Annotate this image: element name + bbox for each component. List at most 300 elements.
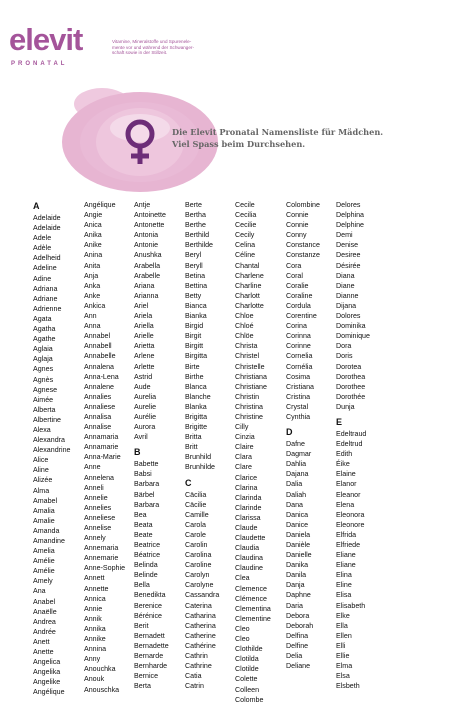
- name-entry: Cynthia: [286, 412, 311, 421]
- name-entry: Cecile: [235, 201, 255, 209]
- name-entry: Dunja: [336, 402, 355, 411]
- name-entry: Arabella: [134, 261, 161, 270]
- name-entry: Babette: [134, 460, 159, 469]
- name-entry: Chloe: [235, 312, 254, 321]
- name-entry: Annette: [84, 584, 109, 593]
- name-entry: Chantal: [235, 261, 260, 270]
- name-entry: Ann: [84, 312, 97, 321]
- name-entry: Cordula: [286, 301, 311, 310]
- letter-heading: B: [134, 447, 141, 458]
- name-entry: Annelies: [84, 503, 112, 512]
- name-entry: Connie: [286, 221, 309, 230]
- name-entry: Danice: [286, 520, 309, 529]
- name-entry: Constance: [286, 241, 320, 250]
- name-entry: Danila: [286, 571, 307, 580]
- name-entry: Anouschka: [84, 685, 120, 694]
- name-entry: Christa: [235, 342, 258, 351]
- name-entry: Danièle: [286, 541, 311, 549]
- name-entry: Adelaide: [33, 214, 61, 222]
- name-entry: Brunhilde: [185, 463, 215, 472]
- name-entry: Coralie: [286, 281, 309, 290]
- name-entry: Clarinda: [235, 493, 262, 502]
- name-entry: Alice: [33, 456, 49, 465]
- name-entry: Agnes: [33, 365, 54, 374]
- name-entry: Conny: [286, 231, 307, 240]
- name-entry: Amelia: [33, 547, 55, 556]
- name-entry: Anita: [84, 261, 101, 270]
- name-entry: Adelheid: [33, 254, 61, 263]
- name-entry: Amanda: [33, 526, 60, 535]
- name-entry: Carole: [185, 530, 206, 539]
- name-entry: Catherina: [185, 621, 216, 630]
- name-entry: Annemarie: [84, 554, 119, 563]
- name-entry: Alma: [33, 486, 50, 495]
- name-entry: Delfina: [286, 631, 309, 640]
- name-entry: Coraline: [286, 291, 313, 300]
- name-entry: Elma: [336, 662, 353, 671]
- name-entry: Cassandra: [185, 591, 220, 600]
- name-entry: Camille: [185, 510, 209, 519]
- name-entry: Catia: [185, 672, 202, 681]
- name-entry: Angélique: [84, 201, 116, 209]
- name-entry: Annaliese: [84, 402, 116, 411]
- name-entry: Dianne: [336, 291, 359, 300]
- name-entry: Albertine: [33, 415, 61, 424]
- name-entry: Carolyn: [185, 571, 210, 580]
- name-entry: Cornelia: [286, 352, 313, 361]
- name-entry: Alexa: [33, 425, 51, 434]
- name-entry: Alberta: [33, 405, 56, 414]
- name-entry: Bettina: [185, 281, 208, 290]
- name-entry: Cornélia: [286, 362, 313, 371]
- name-entry: Charlene: [235, 271, 264, 280]
- name-column: [336, 200, 370, 691]
- name-entry: Claudette: [235, 534, 266, 543]
- name-entry: Elli: [336, 641, 346, 650]
- name-entry: Dominique: [336, 332, 370, 341]
- name-entry: Aline: [33, 466, 49, 475]
- name-entry: Annalena: [84, 362, 114, 371]
- name-entry: Ariella: [134, 322, 154, 331]
- name-entry: Claudine: [235, 564, 264, 573]
- name-entry: Birgitta: [185, 352, 208, 361]
- name-entry: Carola: [185, 520, 206, 529]
- name-entry: Andrea: [33, 617, 56, 626]
- name-entry: Clare: [235, 463, 252, 472]
- name-entry: Delia: [286, 652, 303, 661]
- name-entry: Elke: [336, 611, 350, 620]
- name-entry: Elsa: [336, 672, 350, 681]
- name-entry: Dorotea: [336, 362, 362, 371]
- name-entry: Bernharde: [134, 662, 168, 671]
- name-entry: Antonie: [134, 241, 159, 250]
- name-entry: Annika: [84, 624, 106, 633]
- name-entry: Claude: [235, 524, 258, 532]
- name-entry: Antoinette: [134, 211, 166, 220]
- name-entry: Antonia: [134, 231, 159, 240]
- name-entry: Bernice: [134, 672, 159, 681]
- name-entry: Anike: [84, 241, 102, 250]
- name-entry: Constanze: [286, 251, 320, 260]
- name-entry: Adeline: [33, 264, 57, 273]
- name-entry: Alexandrine: [33, 446, 71, 455]
- name-entry: Ella: [336, 621, 348, 630]
- name-entry: Caterina: [185, 601, 212, 610]
- name-entry: Anouchka: [84, 665, 116, 674]
- name-entry: Beate: [134, 530, 153, 539]
- name-entry: Elfrida: [336, 530, 357, 539]
- name-entry: Cristiana: [286, 382, 314, 391]
- name-entry: Alexandra: [33, 436, 65, 445]
- name-entry: Ariel: [134, 301, 149, 310]
- name-entry: Bérénice: [134, 611, 162, 620]
- name-column: [235, 200, 271, 705]
- name-entry: Blanca: [185, 382, 207, 391]
- name-entry: Anja: [84, 271, 99, 280]
- headline-title: Die Elevit Pronatal Namensliste für Mädchen.: [172, 127, 384, 137]
- name-entry: Corina: [286, 322, 307, 331]
- name-entry: Elfriede: [336, 541, 361, 549]
- name-entry: Désirée: [336, 261, 361, 270]
- name-entry: Dafne: [286, 440, 305, 449]
- name-entry: Cilly: [235, 423, 249, 432]
- name-entry: Dorothee: [336, 382, 366, 391]
- name-entry: Demi: [336, 231, 353, 240]
- name-entry: Elena: [336, 500, 355, 509]
- name-entry: Betty: [185, 291, 202, 300]
- name-entry: Colleen: [235, 685, 260, 694]
- name-entry: Desiree: [336, 251, 361, 260]
- name-entry: Cathrine: [185, 662, 212, 671]
- name-entry: Agathe: [33, 335, 56, 344]
- name-entry: Elaine: [336, 470, 356, 479]
- name-entry: Ariela: [134, 312, 153, 321]
- name-entry: Angie: [84, 211, 103, 220]
- name-entry: Deliane: [286, 662, 311, 671]
- name-entry: Dalia: [286, 480, 303, 489]
- name-entry: Adrienne: [33, 304, 62, 313]
- name-entry: Barbara: [134, 500, 160, 509]
- name-entry: Claudia: [235, 544, 260, 553]
- name-entry: Annalisa: [84, 412, 112, 421]
- letter-heading: E: [336, 416, 343, 427]
- name-entry: Christine: [235, 412, 263, 421]
- name-entry: Clementine: [235, 614, 271, 623]
- name-entry: Colombine: [286, 201, 320, 209]
- name-entry: Cathérine: [185, 641, 216, 650]
- name-entry: Eleonore: [336, 520, 365, 529]
- name-entry: Britt: [185, 443, 198, 452]
- name-entry: Dana: [286, 500, 303, 509]
- name-entry: Dijana: [336, 301, 357, 310]
- name-entry: Adelaide: [33, 224, 61, 233]
- name-entry: Eleanor: [336, 490, 361, 499]
- brand-tagline: [112, 39, 222, 56]
- name-entry: Blanche: [185, 392, 211, 401]
- name-entry: Berthild: [185, 231, 210, 240]
- name-entry: Berenice: [134, 601, 162, 610]
- name-entry: Corinne: [286, 342, 311, 351]
- name-entry: Cäcilia: [185, 490, 207, 499]
- name-entry: Denise: [336, 241, 359, 250]
- name-entry: Amabel: [33, 496, 58, 505]
- name-entry: Amalia: [33, 506, 55, 515]
- name-entry: Connie: [286, 211, 309, 220]
- name-entry: Cleo: [235, 635, 250, 644]
- name-entry: Anneliese: [84, 513, 116, 522]
- name-entry: Beryl: [185, 251, 202, 260]
- name-entry: Adele: [33, 234, 52, 243]
- name-entry: Carolin: [185, 541, 208, 549]
- name-entry: Alizée: [33, 476, 53, 485]
- name-entry: Aimée: [33, 395, 54, 404]
- name-entry: Charline: [235, 281, 262, 290]
- name-entry: Edeltrud: [336, 440, 363, 449]
- name-entry: Anaëlle: [33, 607, 57, 616]
- name-entry: Corentine: [286, 312, 317, 321]
- name-entry: Cecilie: [235, 221, 257, 230]
- name-entry: Anabel: [33, 597, 56, 606]
- name-entry: Cora: [286, 261, 302, 270]
- name-entry: Anina: [84, 251, 103, 260]
- name-entry: Babsi: [134, 470, 152, 479]
- name-entry: Bernadett: [134, 631, 165, 640]
- name-entry: Danja: [286, 581, 305, 590]
- name-entry: Berthe: [185, 221, 206, 230]
- name-entry: Brigitta: [185, 412, 208, 421]
- name-entry: Daria: [286, 601, 303, 610]
- name-entry: Angelike: [33, 678, 61, 687]
- headline-subtitle: Viel Spass beim Durchsehen.: [172, 139, 306, 149]
- name-entry: Aurelia: [134, 392, 157, 401]
- name-entry: Céline: [235, 251, 256, 260]
- name-entry: Angelika: [33, 668, 61, 677]
- name-entry: Delfine: [286, 641, 309, 650]
- name-entry: Elsbeth: [336, 682, 360, 691]
- name-entry: Birgitt: [185, 342, 204, 351]
- name-entry: Belinda: [134, 561, 158, 570]
- name-entry: Anica: [84, 221, 102, 230]
- name-entry: Cecily: [235, 231, 255, 240]
- name-entry: Bertha: [185, 211, 206, 220]
- name-entry: Anne: [84, 463, 101, 472]
- name-entry: Bernarde: [134, 652, 164, 661]
- name-entry: Amélie: [33, 567, 55, 576]
- name-entry: Clarina: [235, 483, 258, 492]
- name-entry: Benedikta: [134, 591, 166, 600]
- name-entry: Crystal: [286, 402, 309, 411]
- name-entry: Bella: [134, 581, 150, 590]
- name-entry: Birgit: [185, 332, 202, 341]
- name-entry: Annelise: [84, 524, 112, 532]
- name-entry: Annamarie: [84, 443, 119, 452]
- name-entry: Brigitte: [185, 423, 208, 432]
- name-entry: Annemaria: [84, 544, 119, 553]
- name-entry: Cäcilie: [185, 500, 207, 509]
- name-entry: Aurora: [134, 423, 156, 432]
- name-entry: Britta: [185, 433, 202, 442]
- name-entry: Charlott: [235, 291, 260, 300]
- name-entry: Carolina: [185, 551, 212, 560]
- name-entry: Éike: [336, 460, 350, 469]
- name-entry: Birgid: [185, 322, 204, 331]
- name-entry: Agata: [33, 314, 52, 323]
- name-entry: Carolyne: [185, 581, 214, 590]
- name-entry: Clemence: [235, 584, 267, 593]
- letter-heading: D: [286, 427, 293, 438]
- name-entry: Beata: [134, 520, 153, 529]
- name-entry: Antje: [134, 201, 151, 209]
- name-entry: Annelie: [84, 493, 108, 502]
- name-entry: Coral: [286, 271, 303, 280]
- tagline-line: mente vor und während der Schwanger-: [112, 44, 194, 50]
- name-entry: Beryll: [185, 261, 203, 270]
- letter-heading: C: [185, 477, 192, 488]
- name-entry: Adriane: [33, 294, 58, 303]
- name-entry: Anushka: [134, 251, 162, 260]
- name-entry: Beatrice: [134, 541, 161, 549]
- name-entry: Corinna: [286, 332, 311, 341]
- name-entry: Danika: [286, 561, 309, 570]
- name-entry: Eleonora: [336, 510, 365, 519]
- name-entry: Ankica: [84, 301, 106, 310]
- name-entry: Bärbel: [134, 490, 155, 499]
- name-entry: Eline: [336, 581, 352, 590]
- name-entry: Bianka: [185, 312, 207, 321]
- name-entry: Christin: [235, 392, 260, 401]
- name-entry: Anna-Marie: [84, 453, 121, 462]
- name-entry: Anette: [33, 648, 54, 657]
- name-entry: Annalene: [84, 382, 114, 391]
- name-entry: Adine: [33, 274, 52, 283]
- name-entry: Cosima: [286, 372, 311, 381]
- name-entry: Amalie: [33, 516, 55, 525]
- name-entry: Aurélie: [134, 412, 157, 421]
- name-entry: Doris: [336, 352, 353, 361]
- name-column: [185, 200, 219, 691]
- name-entry: Cathrin: [185, 652, 208, 661]
- name-entry: Dora: [336, 342, 352, 351]
- name-column: [33, 200, 70, 698]
- name-entry: Barbara: [134, 480, 160, 489]
- name-entry: Dominika: [336, 322, 366, 331]
- name-entry: Danielle: [286, 551, 312, 560]
- name-entry: Adriana: [33, 284, 58, 293]
- name-entry: Colette: [235, 675, 258, 684]
- name-entry: Celina: [235, 241, 256, 250]
- name-entry: Anny: [84, 655, 101, 664]
- name-entry: Annalise: [84, 423, 112, 432]
- tagline-line: schaft sowie in der Stillzeit.: [112, 50, 168, 56]
- name-entry: Dagmar: [286, 450, 312, 459]
- name-entry: Annely: [84, 534, 106, 543]
- tagline-line: Vitamine, Mineralstoffe und Spurenele-: [112, 39, 192, 44]
- name-entry: Caroline: [185, 561, 212, 570]
- name-entry: Catrin: [185, 682, 204, 691]
- name-entry: Delphine: [336, 221, 365, 230]
- letter-heading: A: [33, 201, 40, 211]
- name-entry: Aurelie: [134, 402, 157, 411]
- name-entry: Arielle: [134, 332, 154, 341]
- name-entry: Chloé: [235, 322, 254, 331]
- name-entry: Eliane: [336, 551, 356, 560]
- name-entry: Agatha: [33, 325, 56, 334]
- name-entry: Anett: [33, 637, 50, 646]
- name-entry: Diane: [336, 281, 355, 290]
- name-entry: Clémence: [235, 594, 267, 603]
- name-entry: Debora: [286, 611, 310, 620]
- name-entry: Dajana: [286, 470, 309, 479]
- name-entry: Berte: [185, 201, 202, 209]
- name-entry: Charlotte: [235, 301, 264, 310]
- name-entry: Amandine: [33, 537, 65, 545]
- name-entry: Catharina: [185, 611, 216, 620]
- name-entry: Clarice: [235, 473, 258, 482]
- name-column: [134, 200, 169, 691]
- name-entry: Annik: [84, 614, 102, 623]
- name-entry: Dahlia: [286, 460, 307, 469]
- name-entry: Colombe: [235, 695, 264, 704]
- name-entry: Dorothea: [336, 372, 366, 381]
- page-headline: [172, 126, 383, 150]
- name-entry: Annelena: [84, 473, 114, 482]
- name-entry: Betina: [185, 271, 206, 280]
- name-entry: Daphne: [286, 591, 311, 600]
- name-entry: Béatrice: [134, 551, 161, 560]
- name-entry: Ariana: [134, 281, 155, 290]
- name-entry: Cleo: [235, 624, 250, 633]
- name-entry: Antonette: [134, 221, 165, 230]
- name-entry: Arlene: [134, 352, 155, 361]
- name-entry: Daniela: [286, 530, 311, 539]
- name-entry: Elanor: [336, 480, 357, 489]
- name-entry: Aude: [134, 382, 151, 391]
- logo-subtitle: PRONATAL: [11, 61, 68, 67]
- name-entry: Angelica: [33, 658, 61, 667]
- name-entry: Arietta: [134, 342, 155, 351]
- name-entry: Cinzia: [235, 433, 255, 442]
- name-entry: Anna: [84, 322, 101, 331]
- name-entry: Cristina: [286, 392, 311, 401]
- name-entry: Dolores: [336, 312, 361, 321]
- name-entry: Agnese: [33, 385, 58, 394]
- name-entry: Berit: [134, 621, 149, 630]
- name-entry: Arabelle: [134, 271, 161, 280]
- name-entry: Dorothée: [336, 392, 366, 401]
- name-entry: Birthe: [185, 372, 204, 381]
- name-entry: Berta: [134, 682, 151, 691]
- name-entry: Elisabeth: [336, 601, 366, 610]
- name-entry: Edith: [336, 450, 353, 459]
- name-entry: Clotilda: [235, 655, 259, 664]
- name-entry: Anneli: [84, 483, 104, 492]
- name-entry: Anne-Sophie: [84, 564, 126, 573]
- name-entry: Clothilde: [235, 645, 263, 654]
- name-entry: Clara: [235, 453, 252, 462]
- name-entry: Anka: [84, 281, 101, 290]
- name-entry: Annalies: [84, 392, 112, 401]
- name-entry: Bianca: [185, 301, 207, 310]
- name-entry: Clotilde: [235, 665, 259, 674]
- name-entry: Bea: [134, 510, 147, 519]
- name-entry: Annabel: [84, 332, 111, 341]
- name-entry: Aglaia: [33, 345, 53, 354]
- name-entry: Ellen: [336, 631, 352, 640]
- name-column: [84, 200, 125, 695]
- name-column: [286, 200, 320, 671]
- name-entry: Annabell: [84, 342, 112, 351]
- name-list: [0, 200, 453, 704]
